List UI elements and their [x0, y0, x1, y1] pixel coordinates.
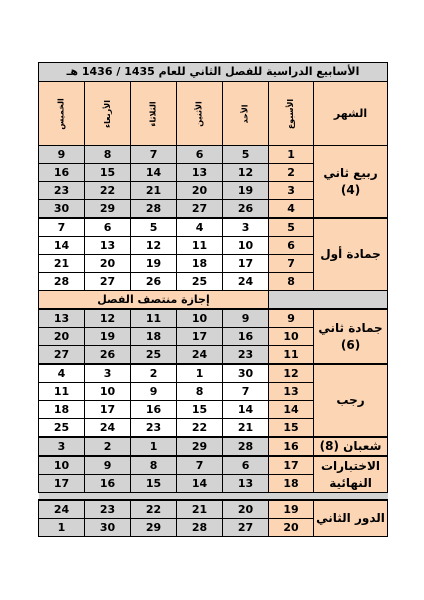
header-week	[269, 82, 314, 146]
day-cell: 10	[39, 456, 85, 475]
month-cell	[314, 437, 388, 456]
day-cell: 22	[177, 419, 223, 438]
month-cell	[314, 364, 388, 437]
day-cell: 27	[85, 273, 131, 291]
day-cell: 6	[177, 146, 223, 164]
day-cell: 22	[131, 500, 177, 519]
day-cell: 14	[131, 164, 177, 182]
week-number: 11	[269, 346, 314, 365]
header-wednesday-label: الأربعاء	[102, 99, 112, 128]
day-cell: 17	[177, 328, 223, 346]
day-cell: 24	[223, 273, 269, 291]
header-thursday	[39, 82, 85, 146]
mid-semester-holiday: إجازة منتصف الفصل	[39, 291, 269, 310]
day-cell: 23	[131, 419, 177, 438]
day-cell: 11	[131, 309, 177, 328]
week-number: 9	[269, 309, 314, 328]
holiday-gap	[269, 291, 388, 310]
day-cell: 20	[85, 255, 131, 273]
week-number: 6	[269, 237, 314, 255]
day-cell: 17	[39, 475, 85, 493]
day-cell: 12	[85, 309, 131, 328]
day-cell: 28	[39, 273, 85, 291]
day-cell: 18	[177, 255, 223, 273]
day-cell: 1	[39, 519, 85, 537]
day-cell: 8	[177, 383, 223, 401]
table-row	[39, 500, 388, 519]
day-cell: 7	[39, 218, 85, 237]
day-cell: 15	[177, 401, 223, 419]
header-thursday-label: الخميس	[56, 97, 66, 130]
week-number: 17	[269, 456, 314, 475]
day-cell: 29	[85, 200, 131, 219]
day-cell: 27	[177, 200, 223, 219]
day-cell: 26	[85, 346, 131, 365]
week-number: 8	[269, 273, 314, 291]
header-week-label: الأسبوع	[286, 98, 296, 129]
day-cell: 16	[39, 164, 85, 182]
table-row	[39, 309, 388, 328]
day-cell: 3	[39, 437, 85, 456]
week-number: 18	[269, 475, 314, 493]
day-cell: 17	[223, 255, 269, 273]
day-cell: 30	[39, 200, 85, 219]
day-cell: 23	[85, 500, 131, 519]
day-cell: 28	[177, 519, 223, 537]
day-cell: 11	[39, 383, 85, 401]
day-cell: 10	[223, 237, 269, 255]
holiday-row	[39, 291, 388, 310]
day-cell: 2	[85, 437, 131, 456]
day-cell: 8	[131, 456, 177, 475]
month-name: ربيع ثاني	[323, 165, 378, 180]
week-number: 2	[269, 164, 314, 182]
month-name: الاختبارات النهائية	[320, 458, 381, 490]
day-cell: 16	[131, 401, 177, 419]
day-cell: 16	[85, 475, 131, 493]
week-number: 10	[269, 328, 314, 346]
day-cell: 19	[131, 255, 177, 273]
month-cell	[314, 218, 388, 291]
day-cell: 16	[223, 328, 269, 346]
day-cell: 7	[177, 456, 223, 475]
week-number: 4	[269, 200, 314, 219]
day-cell: 11	[177, 237, 223, 255]
day-cell: 26	[131, 273, 177, 291]
week-number: 16	[269, 437, 314, 456]
month-number: (6)	[340, 337, 361, 352]
day-cell: 26	[223, 200, 269, 219]
day-cell: 9	[85, 456, 131, 475]
day-cell: 28	[223, 437, 269, 456]
day-cell: 15	[131, 475, 177, 493]
table-row	[39, 146, 388, 164]
day-cell: 13	[177, 164, 223, 182]
day-cell: 19	[223, 182, 269, 200]
table-row	[39, 437, 388, 456]
day-cell: 6	[85, 218, 131, 237]
week-number: 3	[269, 182, 314, 200]
day-cell: 6	[223, 456, 269, 475]
week-number: 19	[269, 500, 314, 519]
day-cell: 7	[131, 146, 177, 164]
day-cell: 24	[177, 346, 223, 365]
day-cell: 2	[131, 364, 177, 383]
month-cell	[314, 146, 388, 219]
day-cell: 5	[131, 218, 177, 237]
day-cell: 14	[177, 475, 223, 493]
section-separator	[39, 493, 388, 501]
day-cell: 10	[177, 309, 223, 328]
day-cell: 27	[39, 346, 85, 365]
day-cell: 25	[177, 273, 223, 291]
header-monday	[177, 82, 223, 146]
header-sunday	[223, 82, 269, 146]
day-cell: 12	[131, 237, 177, 255]
day-cell: 20	[177, 182, 223, 200]
day-cell: 17	[85, 401, 131, 419]
day-cell: 13	[39, 309, 85, 328]
day-cell: 25	[39, 419, 85, 438]
day-cell: 8	[85, 146, 131, 164]
table-row	[39, 456, 388, 475]
day-cell: 1	[177, 364, 223, 383]
day-cell: 29	[131, 519, 177, 537]
day-cell: 30	[85, 519, 131, 537]
semester-weeks-table	[38, 62, 388, 537]
day-cell: 19	[85, 328, 131, 346]
day-cell: 3	[223, 218, 269, 237]
day-cell: 14	[39, 237, 85, 255]
day-cell: 13	[85, 237, 131, 255]
day-cell: 24	[39, 500, 85, 519]
day-cell: 15	[85, 164, 131, 182]
day-cell: 1	[131, 437, 177, 456]
month-cell	[314, 309, 388, 364]
day-cell: 13	[223, 475, 269, 493]
day-cell: 12	[223, 164, 269, 182]
day-cell: 28	[131, 200, 177, 219]
header-sunday-label: الأحد	[240, 103, 250, 124]
week-number: 12	[269, 364, 314, 383]
header-monday-label: الأثنين	[194, 100, 204, 127]
day-cell: 4	[39, 364, 85, 383]
day-cell: 18	[131, 328, 177, 346]
header-month: الشهر	[314, 82, 388, 146]
week-number: 15	[269, 419, 314, 438]
day-cell: 25	[131, 346, 177, 365]
day-cell: 21	[223, 419, 269, 438]
header-wednesday	[85, 82, 131, 146]
day-cell: 20	[223, 500, 269, 519]
month-name: رجب	[336, 393, 365, 407]
day-cell: 24	[85, 419, 131, 438]
month-cell	[314, 456, 388, 493]
day-cell: 9	[131, 383, 177, 401]
week-number: 14	[269, 401, 314, 419]
week-number: 13	[269, 383, 314, 401]
day-cell: 21	[39, 255, 85, 273]
day-cell: 20	[39, 328, 85, 346]
table-title: الأسابيع الدراسية للفصل الثاني للعام 1435 / 1436 هـ	[39, 63, 388, 82]
table-row	[39, 364, 388, 383]
header-tuesday-label: الثلاثاء	[148, 100, 158, 127]
day-cell: 5	[223, 146, 269, 164]
week-number: 20	[269, 519, 314, 537]
day-cell: 23	[39, 182, 85, 200]
month-name: جمادة أول	[320, 247, 381, 261]
day-cell: 21	[131, 182, 177, 200]
day-cell: 3	[85, 364, 131, 383]
month-name: الدور الثاني	[316, 511, 385, 525]
day-cell: 14	[223, 401, 269, 419]
day-cell: 29	[177, 437, 223, 456]
header-tuesday	[131, 82, 177, 146]
day-cell: 22	[85, 182, 131, 200]
day-cell: 18	[39, 401, 85, 419]
month-number: (4)	[340, 182, 361, 197]
month-cell	[314, 500, 388, 537]
day-cell: 21	[177, 500, 223, 519]
week-number: 7	[269, 255, 314, 273]
day-cell: 23	[223, 346, 269, 365]
table-row	[39, 218, 388, 237]
month-name: جمادة ثاني	[318, 320, 383, 335]
month-name: شعبان (8)	[319, 439, 382, 453]
day-cell: 7	[223, 383, 269, 401]
day-cell: 9	[223, 309, 269, 328]
day-cell: 4	[177, 218, 223, 237]
day-cell: 10	[85, 383, 131, 401]
week-number: 1	[269, 146, 314, 164]
day-cell: 9	[39, 146, 85, 164]
day-cell: 27	[223, 519, 269, 537]
week-number: 5	[269, 218, 314, 237]
day-cell: 30	[223, 364, 269, 383]
